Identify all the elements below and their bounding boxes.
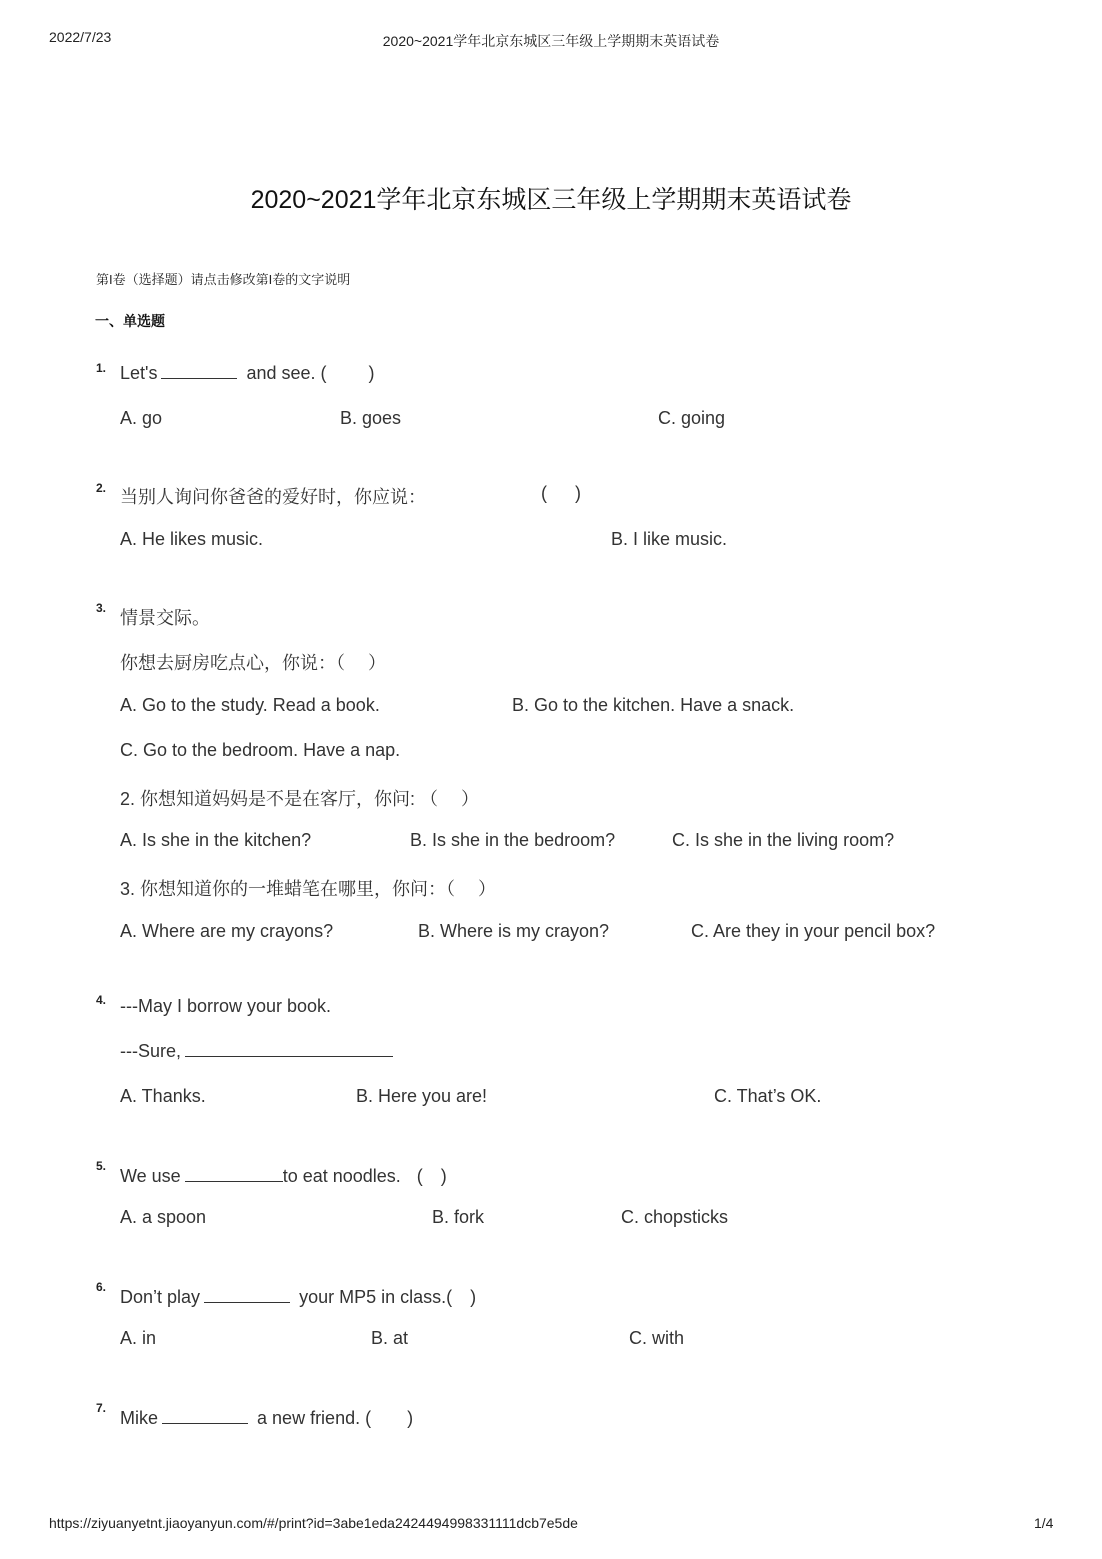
option-a: A. in (120, 1328, 157, 1348)
question-number: 6. (96, 1280, 107, 1294)
stem-text: Mike (120, 1408, 159, 1428)
option-b: B. Is she in the bedroom? (410, 830, 616, 850)
answer-paren-close: ) (575, 483, 581, 503)
sub-question: 你想去厨房吃点心，你说：（ ） (120, 653, 386, 673)
sub-question: 2. 你想知道妈妈是不是在客厅，你问: （ ） (120, 789, 480, 809)
option-c: C. That’s OK. (714, 1086, 822, 1106)
option-a: A. Go to the study. Read a book. (120, 695, 380, 715)
stem-text: We use (120, 1166, 181, 1186)
option-a: A. He likes music. (120, 529, 264, 549)
stem-text: Let's (120, 363, 158, 383)
question-number: 2. (96, 481, 107, 495)
option-b: B. I like music. (611, 529, 728, 549)
option-c: C. going (658, 408, 726, 428)
print-date: 2022/7/23 (49, 29, 112, 45)
part-note: 第I卷（选择题）请点击修改第I卷的文字说明 (96, 272, 351, 287)
answer-paren-open: ( (541, 483, 547, 503)
option-b: B. goes (340, 408, 402, 428)
stem-text: to eat noodles. (282, 1166, 401, 1186)
stem-text: a new friend. ( ) (257, 1408, 414, 1428)
option-c: C. Are they in your pencil box? (691, 921, 936, 941)
print-header-title: 2020~2021学年北京东城区三年级上学期期末英语试卷 (382, 33, 720, 49)
answer-blank (204, 1301, 290, 1303)
document-title: 2020~2021学年北京东城区三年级上学期期末英语试卷 (250, 186, 852, 214)
dialog-line: ---May I borrow your book. (120, 996, 332, 1016)
section-title: 一、单选题 (95, 313, 165, 329)
option-c: C. chopsticks (621, 1207, 729, 1227)
option-c: C. Is she in the living room? (672, 830, 895, 850)
stem-text: your MP5 in class.( ) (299, 1287, 477, 1307)
page-number: 1/4 (1034, 1515, 1054, 1531)
option-a: A. Thanks. (120, 1086, 206, 1106)
answer-blank (185, 1055, 393, 1057)
answer-blank (162, 1422, 248, 1424)
option-a: A. a spoon (120, 1207, 207, 1227)
print-url: https://ziyuanyetnt.jiaoyanyun.com/#/print?id=3abe1eda2424494998331111dcb7e5de (49, 1515, 578, 1531)
answer-paren: ( ) (416, 1166, 447, 1186)
question-stem (120, 1283, 476, 1309)
dialog-text: ---Sure, (120, 1041, 182, 1061)
sub-question: 3. 你想知道你的一堆蜡笔在哪里，你问：（ ） (120, 879, 497, 899)
answer-blank (185, 1180, 283, 1182)
question-number: 7. (96, 1401, 107, 1415)
option-b: B. Where is my crayon? (418, 921, 610, 941)
question-stem: 情景交际。 (120, 608, 210, 628)
option-c: C. Go to the bedroom. Have a nap. (120, 740, 401, 760)
question-stem: 当别人询问你爸爸的爱好时，你应说： (120, 487, 426, 507)
question-number: 5. (96, 1159, 107, 1173)
question-number: 3. (96, 601, 107, 615)
stem-text: ) (368, 363, 375, 383)
question-number: 4. (96, 993, 107, 1007)
option-b: B. at (371, 1328, 409, 1348)
option-a: A. Where are my crayons? (120, 921, 334, 941)
option-a: A. go (120, 408, 163, 428)
stem-text: Don’t play (120, 1287, 201, 1307)
question-number: 1. (96, 361, 107, 375)
option-a: A. Is she in the kitchen? (120, 830, 312, 850)
option-c: C. with (629, 1328, 685, 1348)
stem-text: and see. ( (246, 363, 327, 383)
question-stem (120, 363, 375, 384)
question-stem (120, 1162, 447, 1188)
option-b: B. fork (432, 1207, 485, 1227)
option-b: B. Go to the kitchen. Have a snack. (512, 695, 795, 715)
answer-blank (161, 377, 237, 379)
question-stem (120, 1404, 413, 1430)
dialog-line (120, 1041, 397, 1062)
option-b: B. Here you are! (356, 1086, 488, 1106)
